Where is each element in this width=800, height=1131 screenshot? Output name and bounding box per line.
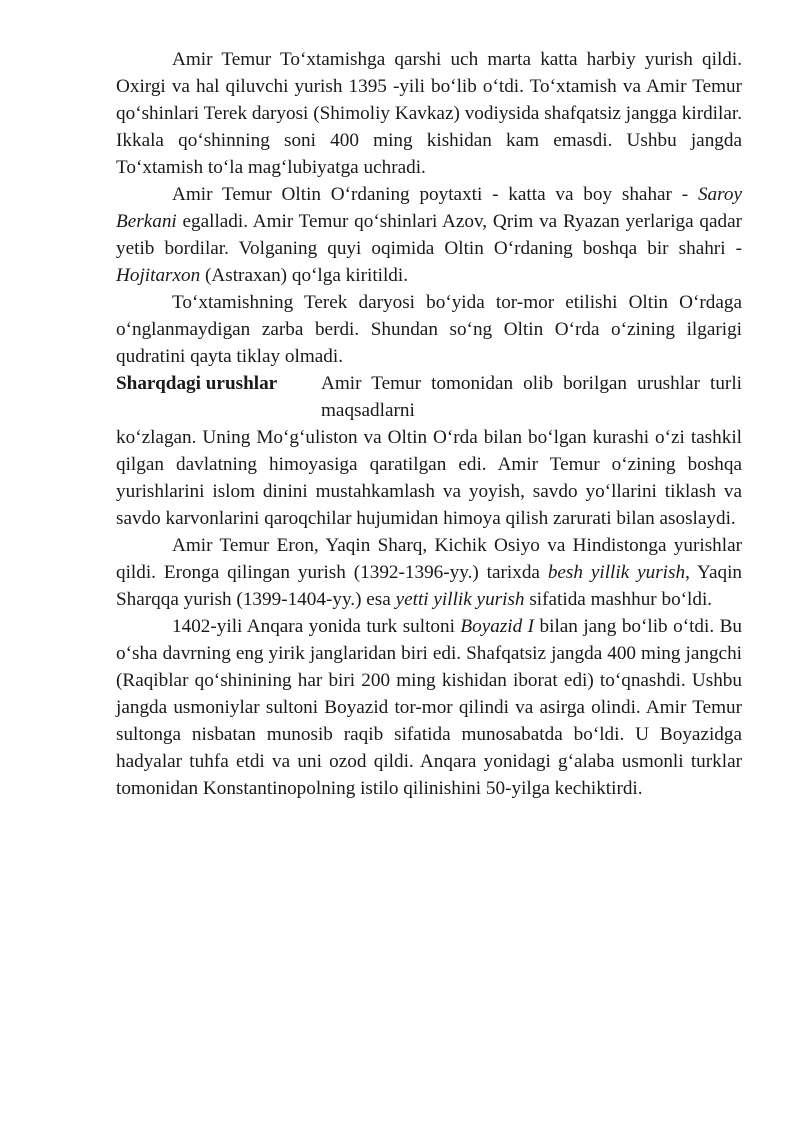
city-name-hojitarxon: Hojitarxon <box>116 265 201 286</box>
text-run: Amir Temur Eron, Yaqin Sharq, Kichik Osiyo va Hindistonga yurishlar qildi. Eronga qilingan yurish (1392-1396-yy.) tarixda <box>116 535 742 583</box>
paragraph-saroy-berke <box>116 181 742 289</box>
term-seven-year-campaign: yetti yillik yurish <box>395 589 525 610</box>
text-run: 1402-yili Anqara yonida turk sultoni <box>172 616 461 637</box>
paragraph-campaigns <box>116 532 742 613</box>
section-intro-text: Amir Temur tomonidan olib borilgan urushlar turli maqsadlarni <box>321 373 742 421</box>
text-run: egalladi. Amir Temur qo‘shinlari Azov, Qrim va Ryazan yerlariga qadar yetib bordilar. Volganing quyi oqimida Oltin O‘rdaning boshqa bir shahri - <box>116 211 742 259</box>
paragraph-toxtamish-campaigns: Amir Temur To‘xtamishga qarshi uch marta katta harbiy yurish qildi. Oxirgi va hal qiluvchi yurish 1395 -yili bo‘lib o‘tdi. To‘xtamish va Amir Temur qo‘shinlari Terek daryosi (Shimoliy Kavkaz) vodiysida shafqatsiz jangga kirdilar. Ikkala qo‘shinning soni 400 ming kishidan kam emasdi. Ushbu jangda To‘xtamish to‘la mag‘lubiyatga uchradi. <box>116 49 742 178</box>
paragraph-battle-of-ankara <box>116 613 742 802</box>
paragraph-war-aims: ko‘zlagan. Uning Mo‘g‘uliston va Oltin O‘rda bilan bo‘lgan kurashi o‘zi tashkil qilgan davlatning himoyasiga qaratilgan edi. Amir Temur o‘zining boshqa yurishlarini islom dinini mustahkamlash va yoyish, savdo yo‘llarini tiklash va savdo karvonlarini qaroqchilar hujumidan himoya qilish zarurati bilan asoslaydi. <box>116 427 742 529</box>
document-page <box>116 46 742 802</box>
text-run: (Astraxan) qo‘lga kiritildi. <box>200 265 409 286</box>
text-run: bilan jang bo‘lib o‘tdi. Bu o‘sha davrning eng yirik janglaridan biri edi. Shafqatsiz jangda 400 ming jangchi (Raqiblar qo‘shinining har biri 200 ming kishidan iborat edi) to‘qnashdi. Ushbu jangda usmoniylar sultoni Boyazid tor-mor qilindi va asirga olindi. Amir Temur sultonga nisbatan munosib raqib sifatida munosabatda bo‘ldi. U Boyazidga hadyalar tuhfa etdi va uni ozod qildi. Anqara yonidagi g‘alaba usmonli turklar tomonidan Konstantinopolning istilo qilinishini 50-yilga kechiktirdi. <box>116 616 742 799</box>
term-five-year-campaign: besh yillik yurish <box>547 562 686 583</box>
text-run: sifatida mashhur bo‘ldi. <box>524 589 713 610</box>
person-name-bayezid: Boyazid I <box>460 616 535 637</box>
city-name-saroy-berke: Saroy Berkani <box>116 184 742 232</box>
section-eastern-wars <box>116 370 742 424</box>
paragraph-golden-horde-decline: To‘xtamishning Terek daryosi bo‘yida tor-mor etilishi Oltin O‘rdaga o‘nglanmaydigan zarba berdi. Shundan so‘ng Oltin O‘rda o‘zining ilgarigi qudratini qayta tiklay olmadi. <box>116 292 742 367</box>
text-run: , Yaqin Sharqqa yurish (1399-1404-yy.) esa <box>116 562 742 610</box>
section-heading: Sharqdagi urushlar <box>116 373 278 394</box>
text-run: Amir Temur Oltin O‘rdaning poytaxti - katta va boy shahar - <box>172 184 698 205</box>
